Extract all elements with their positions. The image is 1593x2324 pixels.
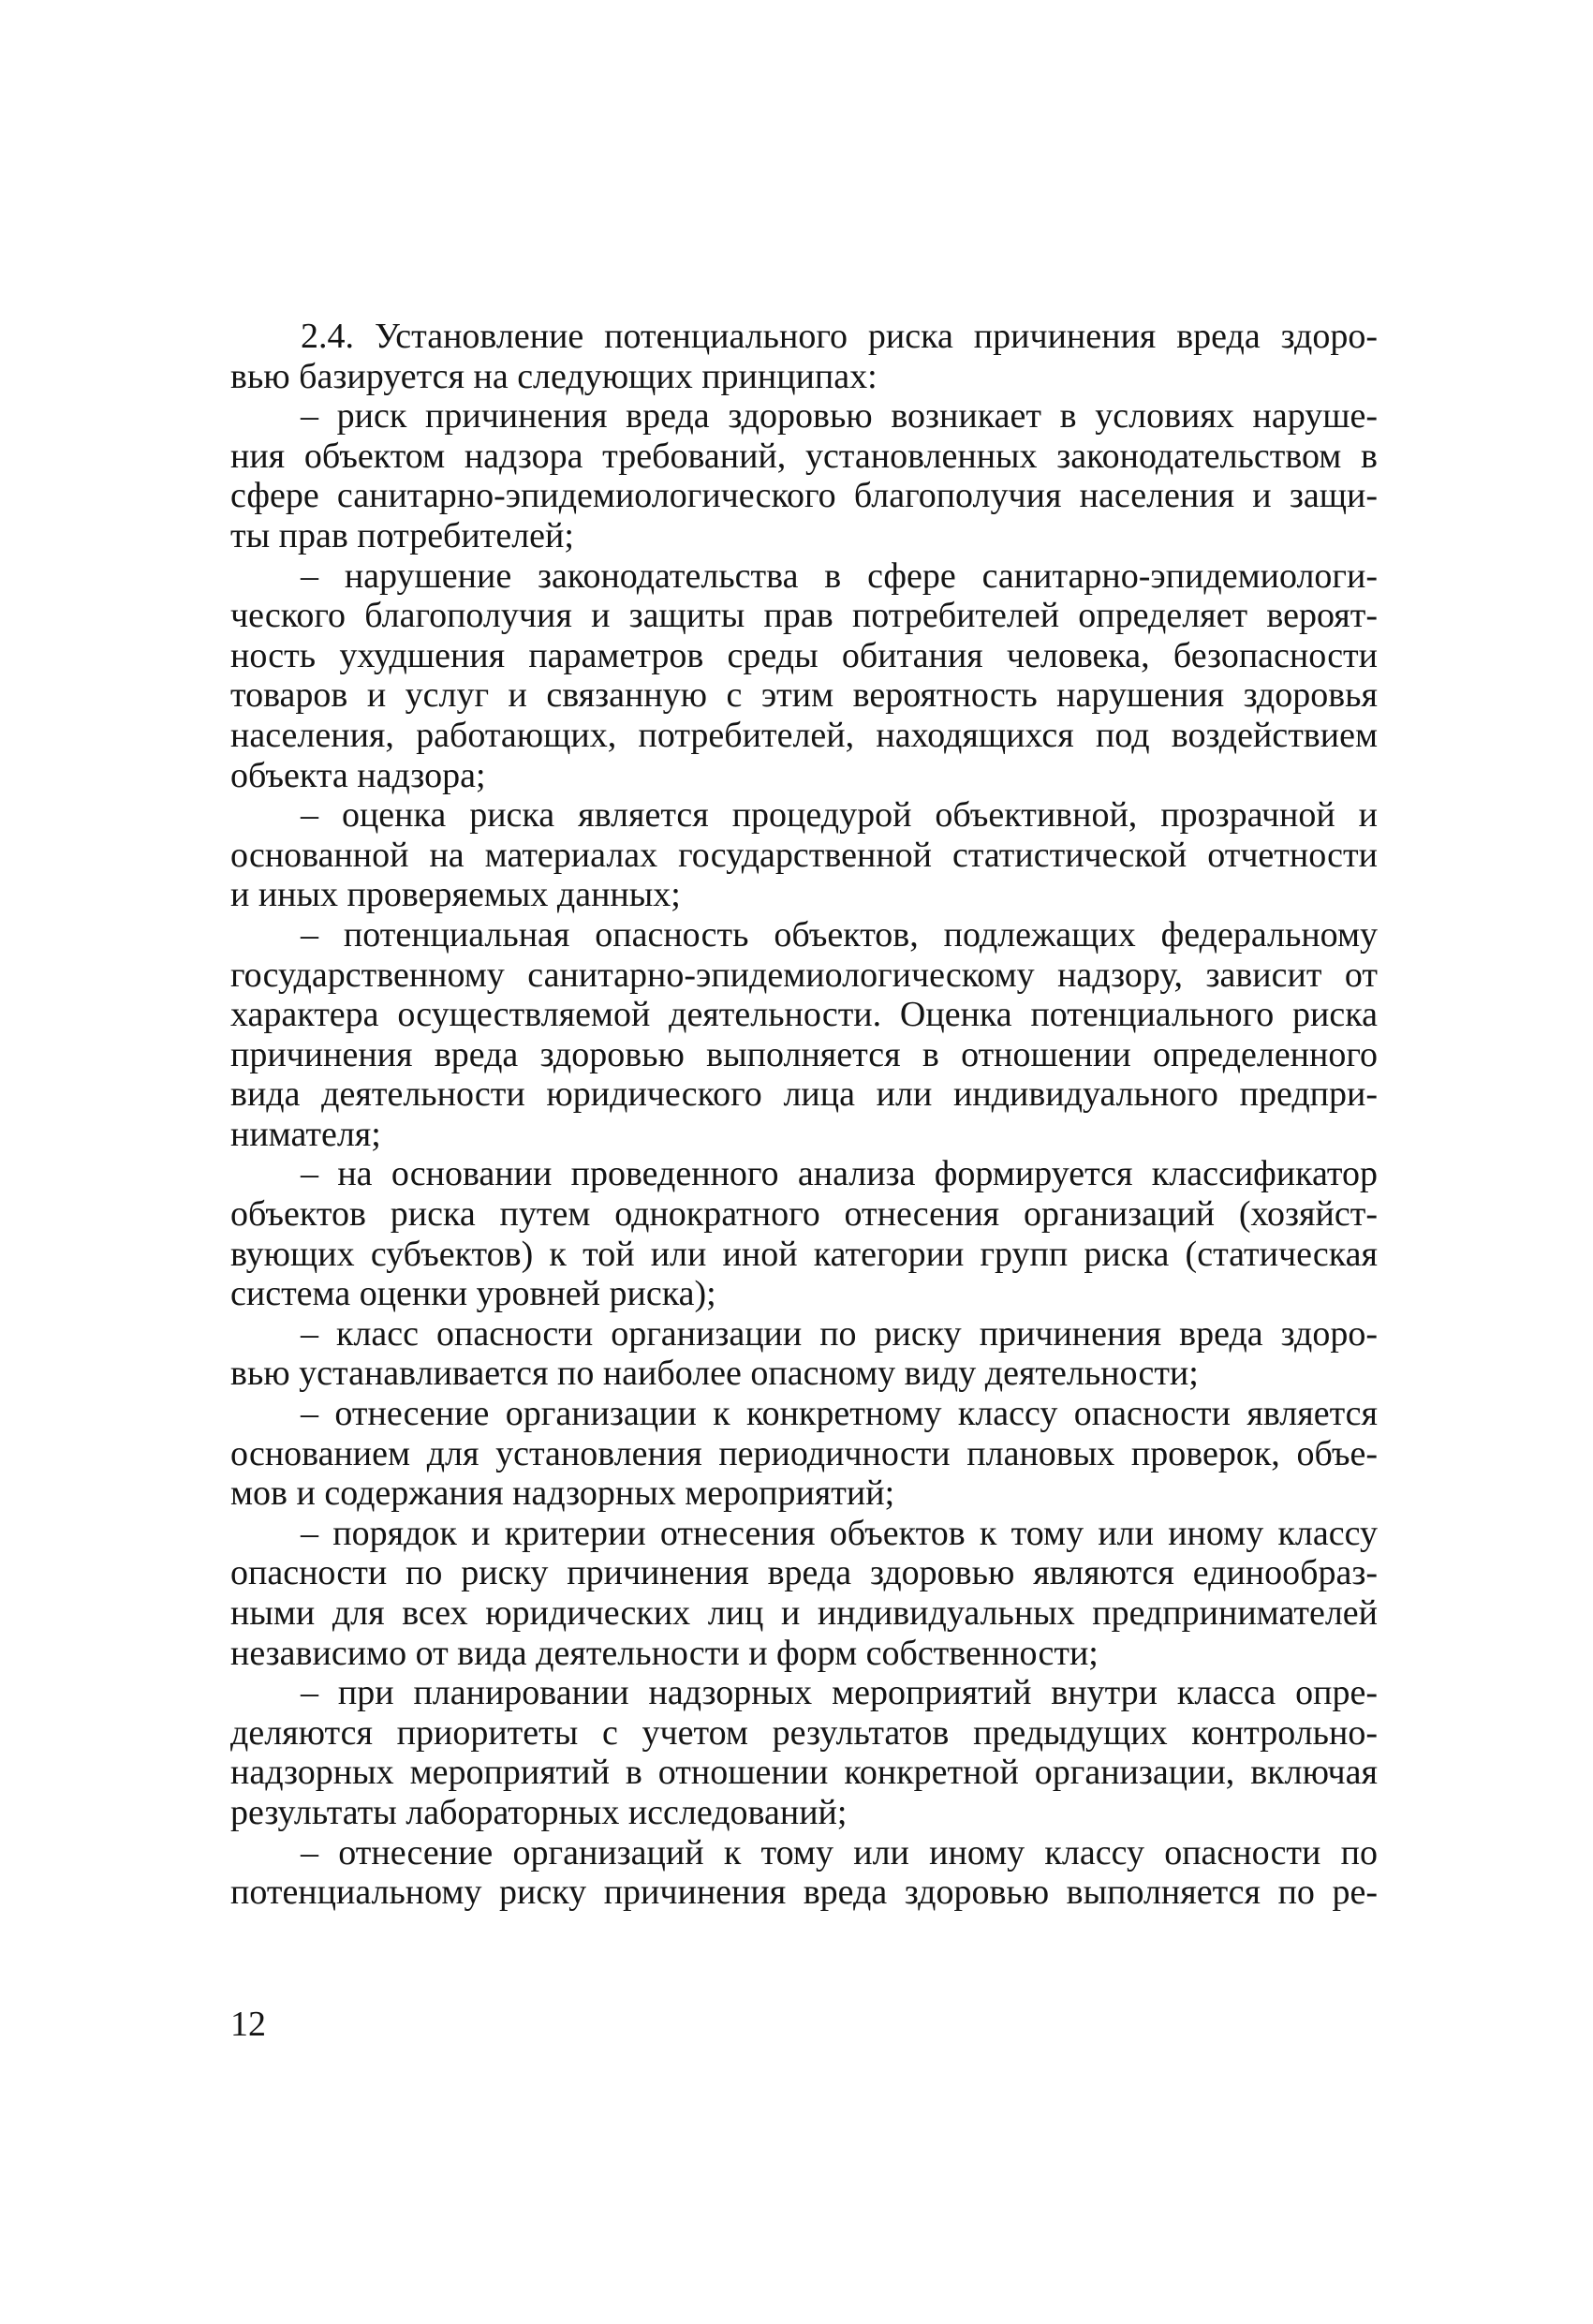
text-line: опасности по риску причинения вреда здоровью являются единообраз- [230,1553,1378,1593]
text-line: вью устанавливается по наиболее опасному виду деятельности; [230,1354,1199,1394]
text-line: сфере санитарно-эпидемиологического благополучия населения и защи- [230,476,1378,516]
text-line: надзорных мероприятий в отношении конкретной организации, включая [230,1753,1378,1793]
text-line: – отнесение организации к конкретному классу опасности является [301,1394,1378,1434]
text-line: нимателя; [230,1114,381,1154]
text-line: вида деятельности юридического лица или индивидуального предпри- [230,1074,1378,1115]
text-line: – на основании проведенного анализа формируется классификатор [301,1154,1378,1194]
text-line: населения, работающих, потребителей, находящихся под воздействием [230,715,1378,755]
page-number: 12 [230,2005,266,2044]
text-line: мов и содержания надзорных мероприятий; [230,1473,895,1514]
text-line: 2.4. Установление потенциального риска причинения вреда здоро- [301,317,1378,356]
text-line: характера осуществляемой деятельности. Оценка потенциального риска [230,995,1378,1035]
text-line: причинения вреда здоровью выполняется в отношении определенного [230,1034,1378,1074]
body-text [230,317,1378,1913]
text-line: вью базируется на следующих принципах: [230,356,878,396]
text-line: – риск причинения вреда здоровью возникает в условиях наруше- [301,396,1378,437]
text-line: – класс опасности организации по риску причинения вреда здоро- [301,1313,1378,1354]
text-line: товаров и услуг и связанную с этим вероятность нарушения здоровья [230,675,1378,716]
text-line: ными для всех юридических лиц и индивидуальных предпринимателей [230,1593,1378,1633]
text-line: и иных проверяемых данных; [230,875,681,915]
text-line: вующих субъектов) к той или иной категории групп риска (статическая [230,1234,1378,1274]
text-line: ность ухудшения параметров среды обитания человека, безопасности [230,635,1378,675]
text-line: – отнесение организаций к тому или иному классу опасности по [301,1832,1378,1873]
text-line: система оценки уровней риска); [230,1274,716,1314]
text-line: независимо от вида деятельности и форм собственности; [230,1633,1099,1673]
text-line: объектов риска путем однократного отнесения организаций (хозяйст- [230,1194,1378,1235]
text-line: – нарушение законодательства в сфере санитарно-эпидемиологи- [301,555,1378,596]
text-line: – при планировании надзорных мероприятий внутри класса опре- [301,1673,1378,1713]
text-line: результаты лабораторных исследований; [230,1792,848,1832]
text-line: ты прав потребителей; [230,515,574,555]
text-line: деляются приоритеты с учетом результатов предыдущих контрольно- [230,1712,1378,1753]
text-line: объекта надзора; [230,755,486,795]
text-line: основанной на материалах государственной статистической отчетности [230,835,1378,875]
text-line: – порядок и критерии отнесения объектов к тому или иному классу [301,1513,1378,1553]
text-line: государственному санитарно-эпидемиологическому надзору, зависит от [230,955,1378,995]
text-line: ния объектом надзора требований, установленных законодательством в [230,436,1378,476]
text-line: основанием для установления периодичности плановых проверок, объе- [230,1433,1378,1473]
text-line: – потенциальная опасность объектов, подлежащих федеральному [301,914,1378,955]
text-line: потенциальному риску причинения вреда здоровью выполняется по ре- [230,1873,1378,1913]
text-line: – оценка риска является процедурой объективной, прозрачной и [301,795,1378,836]
text-line: ческого благополучия и защиты прав потребителей определяет вероят- [230,596,1378,636]
